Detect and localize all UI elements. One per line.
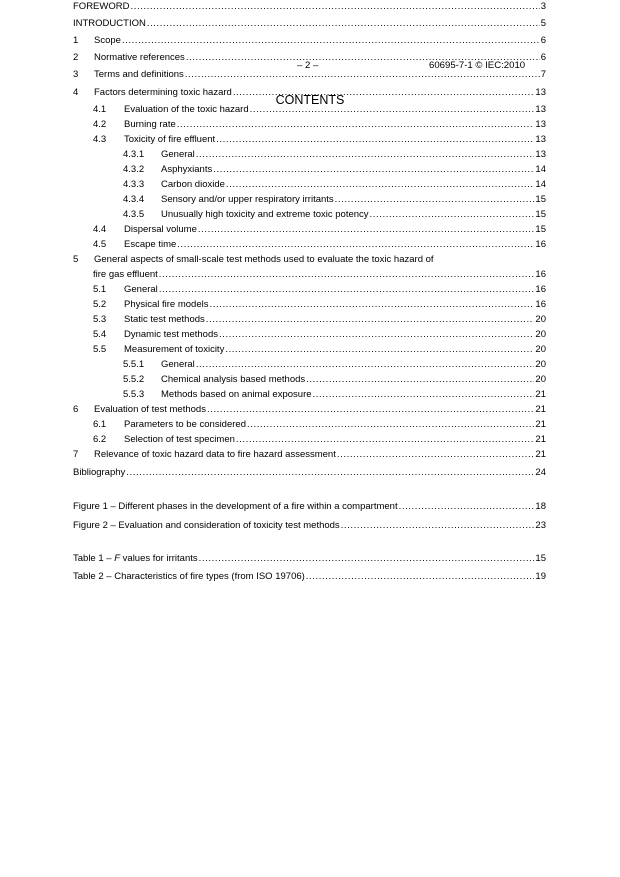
toc-entry-row: [93, 238, 546, 252]
toc-entry-number: 2: [73, 52, 79, 63]
toc-entry: [73, 466, 546, 480]
toc-entry-title: Methods based on animal exposure: [161, 389, 312, 400]
toc-entry-title: Terms and definitions: [94, 69, 184, 80]
toc-entry-row: [123, 178, 546, 192]
leader-dots: [313, 388, 535, 402]
toc-entry-row: [73, 86, 546, 100]
toc-entry-title: Burning rate: [124, 119, 176, 130]
toc-entry-page: 13: [535, 119, 546, 130]
toc-entry-row: [73, 253, 546, 267]
toc-entry-row: [123, 373, 546, 387]
toc-entry-title: General: [124, 284, 158, 295]
toc-entry-title: Toxicity of fire effluent: [124, 134, 216, 145]
toc-entry-row: [93, 103, 546, 117]
toc-entry-number: 5.3: [93, 314, 107, 325]
figure-entry-row: [73, 519, 546, 533]
figure-entry-row: [73, 500, 546, 514]
leader-dots: [236, 433, 535, 447]
toc-entry-title: Relevance of toxic hazard data to fire hazard assessment: [94, 449, 336, 460]
toc-entry-number: 5.4: [93, 329, 107, 340]
toc-entry: [73, 283, 546, 297]
toc-entry-number: 4.2: [93, 119, 107, 130]
toc-entry-number: 3: [73, 69, 79, 80]
toc-entry-number: 4: [73, 87, 79, 98]
toc-entry-page: 21: [535, 389, 546, 400]
toc-entry-page: 14: [535, 179, 546, 190]
toc-entry-page: 13: [535, 87, 546, 98]
leader-dots: [186, 51, 540, 65]
toc-entry-title: FOREWORD: [73, 1, 130, 12]
leader-dots: [335, 193, 535, 207]
table-entry: [73, 570, 546, 584]
toc-entry-title: Static test methods: [124, 314, 205, 325]
toc-entry-row: [93, 328, 546, 342]
toc-entry-number: 5.2: [93, 299, 107, 310]
toc-entry-title: Dispersal volume: [124, 224, 197, 235]
toc-entry-number: 5.5.1: [123, 359, 145, 370]
toc-entry: [73, 103, 546, 117]
figure-entry-page: 18: [535, 501, 546, 512]
toc-entry-row: [73, 403, 546, 417]
toc-entry-row: [93, 223, 546, 237]
leader-dots: [196, 148, 535, 162]
toc-entry-title: Sensory and/or upper respiratory irritants: [161, 194, 334, 205]
toc-entry-number: 6.2: [93, 434, 107, 445]
toc-entry-number: 7: [73, 449, 79, 460]
toc-entry-page: 16: [535, 299, 546, 310]
toc-entry-title: Chemical analysis based methods: [161, 374, 306, 385]
toc-entry: [73, 418, 546, 432]
toc-entry-number: 4.3.3: [123, 179, 145, 190]
leader-dots: [198, 223, 535, 237]
toc-entry-row: [93, 133, 546, 147]
figure-entry-title: Figure 1 – Different phases in the development of a fire within a compartment: [73, 501, 398, 512]
toc-entry-title: Physical fire models: [124, 299, 209, 310]
toc-entry-row: [93, 433, 546, 447]
toc-entry-row: [73, 466, 546, 480]
toc-entry-number: 1: [73, 35, 79, 46]
figure-entry-title: Figure 2 – Evaluation and consideration of toxicity test methods: [73, 520, 340, 531]
toc-entry-row: [93, 313, 546, 327]
toc-entry-row: [73, 0, 546, 14]
figure-entry: [73, 519, 546, 533]
toc-entry-number: 4.3: [93, 134, 107, 145]
toc-entry-title: Measurement of toxicity: [124, 344, 225, 355]
leader-dots: [122, 34, 540, 48]
toc-entry-page: 13: [535, 104, 546, 115]
toc-entry: [73, 86, 546, 100]
table-entry-text: values for irritants: [120, 553, 198, 564]
toc-entry-title: Asphyxiants: [161, 164, 213, 175]
toc-entry-page: 6: [540, 52, 546, 63]
toc-entry-page: 13: [535, 149, 546, 160]
table-entry-prefix: Table 2 –: [73, 571, 115, 582]
toc-entry-page: 20: [535, 329, 546, 340]
toc-entry-page: 20: [535, 314, 546, 325]
toc-entry-number: 5.5.2: [123, 374, 145, 385]
toc-entry-title: Evaluation of the toxic hazard: [124, 104, 249, 115]
toc-entry-title: Unusually high toxicity and extreme toxic potency: [161, 209, 369, 220]
toc-entry: [73, 298, 546, 312]
toc-entry-page: 5: [540, 18, 546, 29]
table-entry-row: [73, 570, 546, 584]
toc-entry: [73, 34, 546, 48]
toc-entry-number: 5: [73, 254, 79, 265]
toc-entry-number: 4.3.1: [123, 149, 145, 160]
leader-dots: [130, 0, 539, 14]
leader-dots: [177, 118, 535, 132]
table-entry-symbol: F: [114, 553, 121, 564]
toc-entry-row: [93, 298, 546, 312]
toc-entry-page: 16: [535, 269, 546, 280]
table-entry: [73, 552, 546, 566]
figure-entry: [73, 500, 546, 514]
leader-dots: [399, 500, 535, 514]
toc-entry-row: [123, 163, 546, 177]
table-entry-row: [73, 552, 546, 566]
leader-dots: [207, 403, 534, 417]
toc-entry-row: [123, 148, 546, 162]
leader-dots: [126, 466, 534, 480]
toc-entry-page: 15: [535, 224, 546, 235]
leader-dots: [213, 163, 534, 177]
toc-entry: [73, 403, 546, 417]
toc-entry-number: 6.1: [93, 419, 107, 430]
toc-entry-row: [123, 388, 546, 402]
toc-entry-number: 4.3.2: [123, 164, 145, 175]
leader-dots: [206, 313, 535, 327]
leader-dots: [247, 418, 534, 432]
leader-dots: [216, 133, 534, 147]
toc-entry-row: [123, 193, 546, 207]
toc-entry: [73, 343, 546, 357]
toc-entry: [73, 17, 546, 31]
toc-entry-title: Factors determining toxic hazard: [94, 87, 232, 98]
toc-entry-title: Dynamic test methods: [124, 329, 218, 340]
toc-entry-title: General aspects of small-scale test methods used to evaluate the toxic hazard of: [94, 254, 434, 265]
toc-entry-page: 16: [535, 284, 546, 295]
toc-entry: [73, 313, 546, 327]
leader-dots: [147, 17, 540, 31]
toc-entry: [73, 328, 546, 342]
toc-entry-page: 21: [535, 434, 546, 445]
toc-entry-page: 13: [535, 134, 546, 145]
toc-entry-page: 21: [535, 404, 546, 415]
leader-dots: [226, 178, 535, 192]
toc-entry-title: INTRODUCTION: [73, 18, 146, 29]
toc-entry: [73, 193, 546, 207]
toc-entry-number: 4.4: [93, 224, 107, 235]
toc-entry: [73, 358, 546, 372]
leader-dots: [370, 208, 535, 222]
toc-entry: [73, 148, 546, 162]
toc-entry-row: [73, 51, 546, 65]
toc-entry: [73, 208, 546, 222]
toc-entry: [73, 223, 546, 237]
toc-entry: [73, 238, 546, 252]
toc-entry: [73, 388, 546, 402]
toc-entry: [73, 433, 546, 447]
toc-entry-page: 20: [535, 374, 546, 385]
toc-entry-page: 20: [535, 359, 546, 370]
toc-entry-page: 21: [535, 449, 546, 460]
leader-dots: [177, 238, 534, 252]
toc-entry-number: 4.5: [93, 239, 107, 250]
toc-entry-row: [73, 68, 546, 82]
table-entry-title: [73, 570, 305, 584]
table-entry-title: [73, 552, 198, 566]
toc-entry-number: 5.1: [93, 284, 107, 295]
toc-entry-row: [93, 283, 546, 297]
toc-entry-row: [93, 268, 546, 282]
table-entry-text: Characteristics of fire types (from ISO 19706): [114, 571, 305, 582]
leader-dots: [341, 519, 535, 533]
figure-entry-page: 23: [535, 520, 546, 531]
toc-entry: [73, 448, 546, 462]
leader-dots: [196, 358, 535, 372]
toc-entry-row: [93, 118, 546, 132]
toc-entry-title: Normative references: [94, 52, 185, 63]
leader-dots: [250, 103, 535, 117]
toc-entry-title: Bibliography: [73, 467, 126, 478]
toc-entry-number: 5.5.3: [123, 389, 145, 400]
toc-entry-page: 15: [535, 194, 546, 205]
toc-entry-page: 7: [540, 69, 546, 80]
toc-entry: [73, 118, 546, 132]
leader-dots: [306, 373, 534, 387]
toc-entry: [73, 163, 546, 177]
toc-entry-page: 16: [535, 239, 546, 250]
toc-entry-title: Escape time: [124, 239, 177, 250]
toc-entry-title: General: [161, 149, 195, 160]
toc-entry: [73, 373, 546, 387]
toc-entry-title: General: [161, 359, 195, 370]
toc-entry-number: 4.3.4: [123, 194, 145, 205]
toc-entry-number: 4.1: [93, 104, 107, 115]
toc-entry-title: Parameters to be considered: [124, 419, 246, 430]
toc-entry-title: Evaluation of test methods: [94, 404, 206, 415]
toc-entry-row: [123, 358, 546, 372]
leader-dots: [185, 68, 540, 82]
table-entry-prefix: Table 1 –: [73, 553, 115, 564]
toc-entry: [73, 68, 546, 82]
leader-dots: [306, 570, 535, 584]
leader-dots: [159, 283, 535, 297]
leader-dots: [233, 86, 535, 100]
toc-entry-title: Scope: [94, 35, 121, 46]
page-number: – 2 –: [297, 60, 319, 71]
toc-entry-title: Carbon dioxide: [161, 179, 225, 190]
leader-dots: [225, 343, 534, 357]
toc-entry-page: 21: [535, 419, 546, 430]
toc-entry-row: [123, 208, 546, 222]
toc-entry-row: [93, 418, 546, 432]
contents-title: CONTENTS: [275, 93, 345, 107]
leader-dots: [199, 552, 535, 566]
toc-entry-row: [73, 17, 546, 31]
toc-entry-title-cont: fire gas effluent: [93, 269, 158, 280]
toc-entry-page: 3: [540, 1, 546, 12]
toc-entry-page: 24: [535, 467, 546, 478]
table-entry-page: 15: [535, 553, 546, 564]
leader-dots: [159, 268, 535, 282]
toc-entry-title: Selection of test specimen: [124, 434, 235, 445]
toc-entry-number: 5.5: [93, 344, 107, 355]
toc-entry: [73, 133, 546, 147]
toc-entry-number: 4.3.5: [123, 209, 145, 220]
toc-entry-page: 20: [535, 344, 546, 355]
leader-dots: [219, 328, 534, 342]
toc-entry-row: [73, 448, 546, 462]
toc-entry-row: [73, 34, 546, 48]
toc-entry-continuation: [73, 268, 546, 282]
toc-entry: [73, 253, 546, 267]
leader-dots: [337, 448, 535, 462]
table-entry-page: 19: [535, 571, 546, 582]
leader-dots: [209, 298, 534, 312]
toc-entry-page: 14: [535, 164, 546, 175]
toc-entry-page: 6: [540, 35, 546, 46]
toc-entry: [73, 0, 546, 14]
toc-entry-row: [93, 343, 546, 357]
toc-entry-page: 15: [535, 209, 546, 220]
toc-entry: [73, 178, 546, 192]
toc-entry-number: 6: [73, 404, 79, 415]
toc-entry: [73, 51, 546, 65]
document-reference: 60695-7-1 © IEC:2010: [429, 60, 526, 71]
